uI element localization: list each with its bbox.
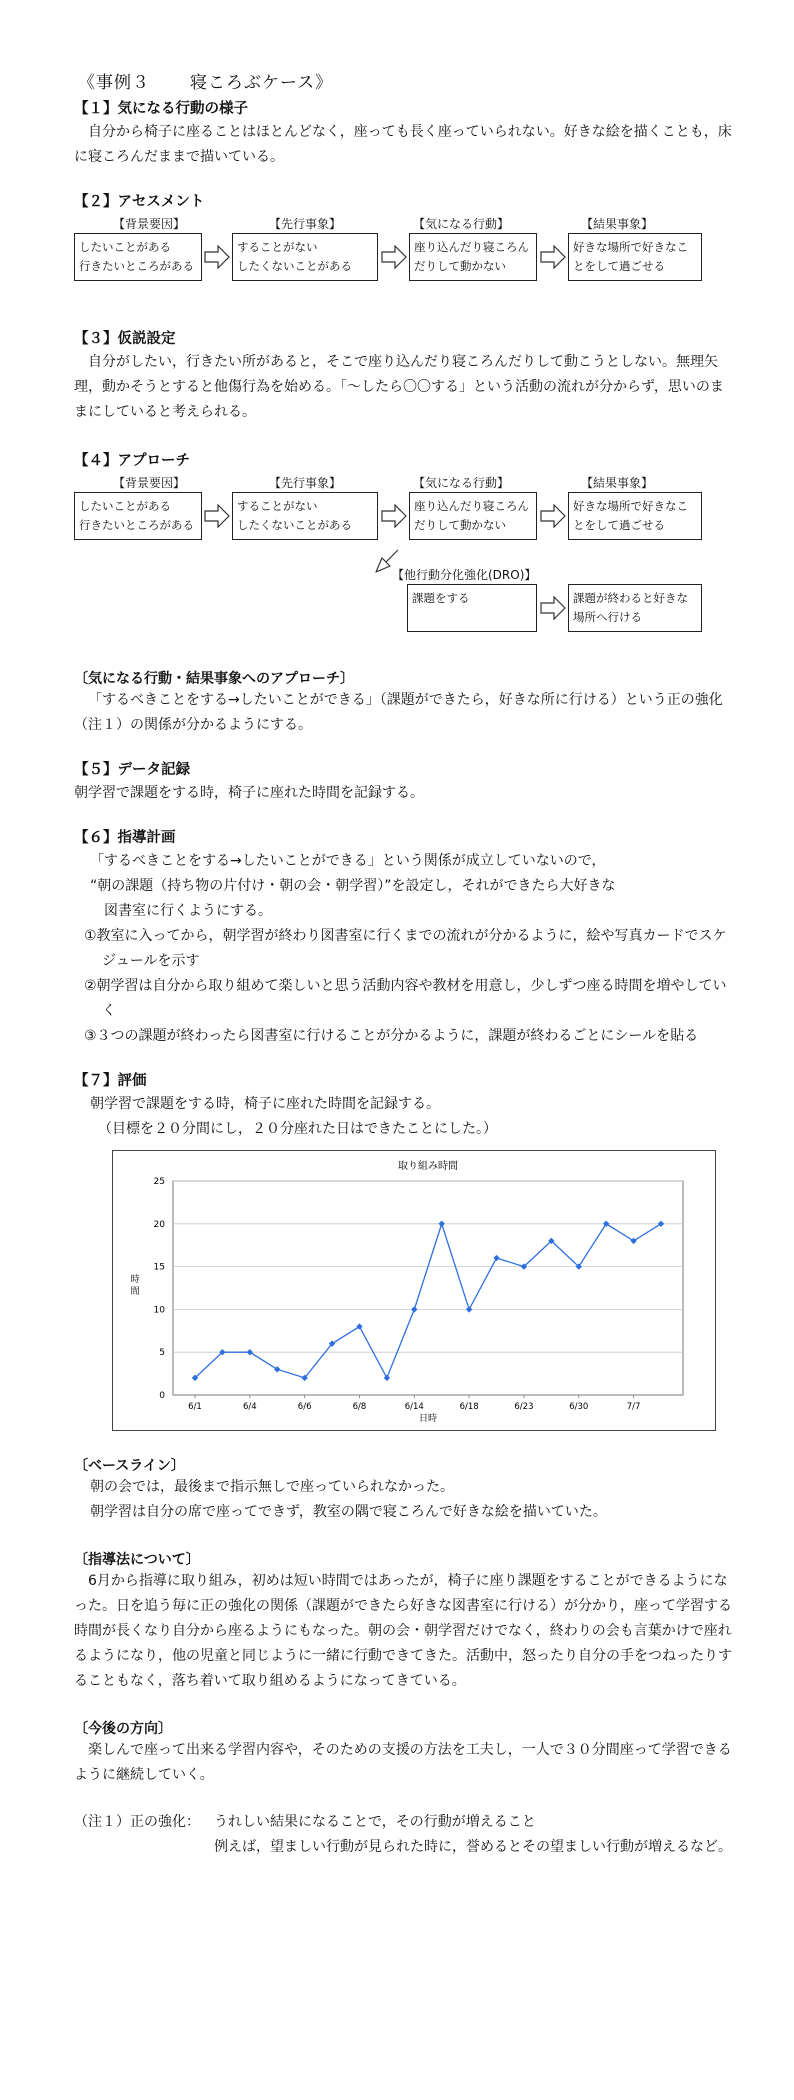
box-line: 場所へ行ける	[573, 610, 642, 624]
box-line: することがない	[237, 499, 318, 513]
eval-line-1: 朝学習で課題をする時，椅子に座れた時間を記録する。	[90, 1096, 440, 1112]
flow-header-background: 【背景要因】	[112, 217, 185, 231]
box-line: 課題が終わると好きな	[573, 591, 688, 605]
x-tick-label: 6/30	[569, 1402, 589, 1412]
flow-header-behavior: 【気になる行動】	[412, 476, 509, 490]
approach-text: 「するべきことをする→したいことができる」（課題ができたら，好きな所に行ける）という正の強化（注１）の関係が分かるようにする。	[74, 692, 723, 733]
x-tick-label: 6/23	[514, 1402, 534, 1412]
section-4-heading: 【４】アプローチ	[74, 453, 190, 469]
box-line: したくないことがある	[237, 259, 352, 273]
plan-line-2: “朝の課題（持ち物の片付け・朝の会・朝学習）”を設定し，それができたら大好きな	[90, 878, 616, 894]
y-tick-label: 0	[159, 1391, 165, 1401]
flow-header-antecedent: 【先行事象】	[268, 217, 341, 231]
dro-box: 課題をする	[407, 584, 537, 632]
flow-header-consequence: 【結果事象】	[580, 476, 653, 490]
approach-heading: 〔気になる行動・結果事象へのアプローチ〕	[74, 671, 354, 687]
flow-header-behavior: 【気になる行動】	[412, 217, 509, 231]
method-text: 6月から指導に取り組み，初めは短い時間ではあったが，椅子に座り課題をすることができるようになった。日を追う毎に正の強化の関係（課題ができたら好きな図書室に行ける）が分かり，座って学習する時間が長くなり自分から座るようにもなった。朝の会・朝学習だけでなく，終わりの会も言葉かけで座れるようになり，他の児童と同じように一緒に行動できてきた。活動中，怒ったり自分の手をつねったりすることもなく，落ち着いて取り組めるようになってきている。	[74, 1573, 732, 1689]
footnote	[74, 1810, 734, 1860]
title-left: 《事例３	[78, 73, 150, 93]
arrow-right-icon	[540, 504, 566, 528]
x-tick-label: 6/14	[404, 1402, 424, 1412]
box-line: だりして動かない	[414, 518, 506, 532]
box-line: 行きたいところがある	[79, 518, 194, 532]
flow-header-consequence: 【結果事象】	[580, 217, 653, 231]
y-axis-label	[130, 1273, 139, 1297]
section-5-text: 朝学習で課題をする時，椅子に座れた時間を記録する。	[74, 785, 424, 801]
x-axis-label: 日時	[418, 1414, 438, 1424]
flow-box-behavior	[409, 233, 537, 281]
x-tick-label: 7/7	[626, 1402, 641, 1412]
box-line: 座り込んだり寝ころん	[414, 240, 529, 254]
approach-flow	[74, 474, 734, 664]
plan-item-3: ③３つの課題が終わったら図書室に行けることが分かるように，課題が終わるごとにシールを貼る	[84, 1028, 699, 1044]
plan-item-2: ②朝学習は自分から取り組めて楽しいと思う活動内容や教材を用意し，少しずつ座る時間を増やしていく	[84, 978, 727, 1019]
box-line: したくないことがある	[237, 518, 352, 532]
box-line: 好きな場所で好きなこ	[573, 499, 688, 513]
flow-box-behavior	[409, 492, 537, 540]
flow-box-background	[74, 233, 202, 281]
footnote-label: （注１）正の強化：	[74, 1814, 200, 1830]
assessment-flow	[74, 215, 734, 307]
plan-line-1: 「するべきことをする→したいことができる」という関係が成立していないので，	[90, 853, 606, 869]
section-1-heading: 【１】気になる行動の様子	[74, 101, 248, 117]
y-tick-label: 5	[159, 1348, 165, 1359]
page-title	[78, 68, 734, 93]
section-1-text: 自分から椅子に座ることはほとんどなく，座っても長く座っていられない。好きな絵を描くことも，床に寝ころんだままで描いている。	[74, 124, 732, 165]
y-tick-label: 20	[153, 1219, 165, 1230]
y-axis-label-char: 間	[130, 1287, 140, 1297]
box-line: だりして動かない	[414, 259, 506, 273]
section-3-heading: 【３】仮説設定	[74, 331, 176, 347]
title-right: 寝ころぶケース》	[190, 73, 334, 93]
arrow-right-icon	[381, 504, 407, 528]
arrow-right-icon	[204, 245, 230, 269]
flow-box-antecedent	[232, 233, 378, 281]
arrow-right-icon	[381, 245, 407, 269]
future-heading: 〔今後の方向〕	[74, 1721, 172, 1737]
box-line: 好きな場所で好きなこ	[573, 240, 688, 254]
flow-box-consequence	[568, 233, 702, 281]
baseline-heading: 〔ベースライン〕	[74, 1458, 185, 1474]
chart-title: 取り組み時間	[398, 1161, 458, 1172]
section-5-heading: 【５】データ記録	[74, 762, 190, 778]
box-line: したいことがある	[79, 499, 171, 513]
plan-line-3: 図書室に行くようにする。	[104, 903, 272, 919]
plan-item-1: ①教室に入ってから，朝学習が終わり図書室に行くまでの流れが分かるように，絵や写真カードでスケジュールを示す	[84, 928, 727, 969]
flow-box-background	[74, 492, 202, 540]
x-tick-label: 6/8	[352, 1402, 367, 1412]
dro-label: 【他行動分化強化(DRO)】	[392, 568, 537, 582]
box-line: したいことがある	[79, 240, 171, 254]
box-line: 座り込んだり寝ころん	[414, 499, 529, 513]
y-tick-label: 15	[153, 1262, 165, 1273]
section-7-heading: 【７】評価	[74, 1073, 147, 1089]
baseline-line-1: 朝の会では，最後まで指示無しで座っていられなかった。	[90, 1479, 454, 1495]
chart-svg	[113, 1151, 715, 1430]
flow-header-antecedent: 【先行事象】	[268, 476, 341, 490]
plot-area	[173, 1181, 683, 1395]
arrow-right-icon	[540, 596, 566, 620]
arrow-right-icon	[204, 504, 230, 528]
method-heading: 〔指導法について〕	[74, 1552, 200, 1568]
section-3-text: 自分がしたい，行きたい所があると，そこで座り込んだり寝ころんだりして動こうとしない。無理矢理，動かそうとすると他傷行為を始める。「〜したら〇〇する」という活動の流れが分からず，思いのままにしていると考えられる。	[74, 354, 724, 420]
x-tick-label: 6/4	[242, 1402, 257, 1412]
box-line: することがない	[237, 240, 318, 254]
box-line: とをして過ごせる	[573, 259, 665, 273]
y-tick-label: 10	[153, 1305, 165, 1316]
box-line: 行きたいところがある	[79, 259, 194, 273]
flow-box-antecedent	[232, 492, 378, 540]
y-tick-label: 25	[153, 1177, 165, 1187]
future-text: 楽しんで座って出来る学習内容や，そのための支援の方法を工夫し，一人で３０分間座って学習できるように継続していく。	[74, 1742, 732, 1783]
section-6-heading: 【６】指導計画	[74, 830, 176, 846]
line-chart	[112, 1150, 716, 1431]
dro-result-box	[568, 584, 702, 632]
footnote-line-1: うれしい結果になることで，その行動が増えること	[214, 1814, 536, 1830]
y-axis-label-char: 時	[130, 1275, 140, 1285]
document	[74, 68, 734, 1860]
box-line: とをして過ごせる	[573, 518, 665, 532]
section-2-heading: 【２】アセスメント	[74, 194, 205, 210]
eval-line-2: （目標を２０分間にし，２０分座れた日はできたことにした。）	[98, 1121, 497, 1137]
footnote-line-2: 例えば，望ましい行動が見られた時に，誉めるとその望ましい行動が増えるなど。	[214, 1839, 732, 1855]
x-tick-label: 6/18	[459, 1402, 479, 1412]
baseline-line-2: 朝学習は自分の席で座ってできず，教室の隅で寝ころんで好きな絵を描いていた。	[90, 1504, 607, 1520]
x-tick-label: 6/6	[297, 1402, 312, 1412]
flow-header-background: 【背景要因】	[112, 476, 185, 490]
flow-box-consequence	[568, 492, 702, 540]
x-tick-label: 6/1	[188, 1402, 202, 1412]
arrow-right-icon	[540, 245, 566, 269]
